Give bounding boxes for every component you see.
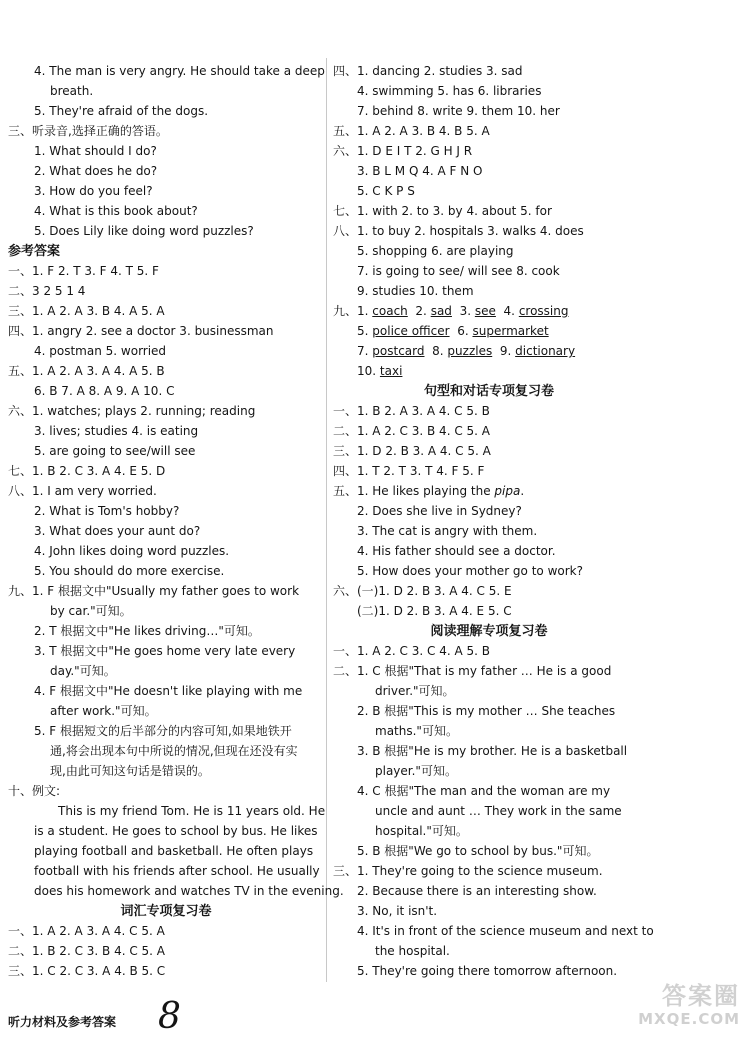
answer-line: 现,由此可知这句话是错误的。	[50, 764, 210, 778]
underlined-answer: see	[474, 304, 496, 318]
answer-line: uncle and aunt … They work in the same	[375, 804, 622, 818]
answer-line: 十、例文:	[8, 784, 61, 798]
answer-line: 2. T 根据文中"He likes driving…"可知。	[34, 624, 260, 638]
item-number: 2.	[415, 304, 427, 318]
answer-line: 2. Does she live in Sydney?	[357, 504, 522, 518]
underlined-answer: coach	[372, 304, 408, 318]
underlined-answer: supermarket	[472, 324, 549, 338]
answer-line: driver."可知。	[375, 684, 455, 698]
answer-line: 二、1. B 2. C 3. B 4. C 5. A	[8, 944, 166, 958]
item-number: 6.	[457, 324, 469, 338]
answer-line: 5. How does your mother go to work?	[357, 564, 583, 578]
item-number: 3.	[459, 304, 472, 318]
answer-line: 7. is going to see/ will see 8. cook	[357, 264, 560, 278]
text-line: 3. How do you feel?	[34, 184, 153, 198]
answer-line: 2. B 根据"This is my mother … She teaches	[357, 704, 616, 718]
answer-line: 4. His father should see a doctor.	[357, 544, 556, 558]
answer-line: 一、1. A 2. A 3. A 4. C 5. A	[8, 924, 165, 938]
page-number: 8	[158, 996, 181, 1037]
sentence-end: .	[520, 484, 525, 498]
answer-line: 3. What does your aunt do?	[34, 524, 201, 538]
italic-word: pipa	[494, 484, 521, 498]
section-title: 句型和对话专项复习卷	[423, 384, 554, 399]
answer-line: 六、1. D E I T 2. G H J R	[333, 144, 473, 158]
text-line: 4. What is this book about?	[34, 204, 198, 218]
text-line: 4. The man is very angry. He should take a deep	[34, 64, 325, 78]
answer-line: (二)1. D 2. B 3. A 4. E 5. C	[357, 604, 512, 618]
item-number: 7.	[357, 344, 369, 358]
answer-line: 3. B L M Q 4. A F N O	[357, 164, 483, 178]
answer-line: 3. The cat is angry with them.	[357, 524, 538, 538]
answer-line: 4. postman 5. worried	[34, 344, 167, 358]
answer-line: 三、1. D 2. B 3. A 4. C 5. A	[333, 444, 491, 458]
answer-line: 四、1. angry 2. see a doctor 3. businessman	[8, 324, 274, 338]
essay-line: playing football and basketball. He often plays	[34, 844, 314, 858]
answer-line: 二、3 2 5 1 4	[8, 284, 86, 298]
text-line: breath.	[50, 84, 94, 98]
answer-line: 五、1. A 2. A 3. B 4. B 5. A	[333, 124, 490, 138]
answer-line: 4. It's in front of the science museum and next to	[357, 924, 654, 938]
answer-line: 七、1. with 2. to 3. by 4. about 5. for	[333, 204, 552, 218]
answer-line: 2. What is Tom's hobby?	[34, 504, 180, 518]
text-line: 5. They're afraid of the dogs.	[34, 104, 209, 118]
answer-line: maths."可知。	[375, 724, 458, 738]
watermark-text: 答案圈	[662, 982, 740, 1010]
answer-line: 六、1. watches; plays 2. running; reading	[8, 404, 256, 418]
answer-line: 5. shopping 6. are playing	[357, 244, 514, 258]
sentence-text: 五、1. He likes playing the	[333, 484, 495, 498]
answer-line	[357, 322, 549, 341]
answer-line: 5. are going to see/will see	[34, 444, 196, 458]
answer-line: 5. B 根据"We go to school by bus."可知。	[357, 844, 599, 858]
answer-line: 3. No, it isn't.	[357, 904, 438, 918]
answer-line: 三、1. A 2. A 3. B 4. A 5. A	[8, 304, 165, 318]
answer-key-heading: 参考答案	[8, 244, 61, 259]
answer-line: 2. Because there is an interesting show.	[357, 884, 597, 898]
answer-line: 五、1. A 2. A 3. A 4. A 5. B	[8, 364, 165, 378]
answer-line: player."可知。	[375, 764, 457, 778]
item-number: 九、1.	[333, 304, 369, 318]
essay-line: football with his friends after school. He usually	[34, 864, 320, 878]
answer-line: 六、(一)1. D 2. B 3. A 4. C 5. E	[333, 584, 512, 598]
answer-line: 6. B 7. A 8. A 9. A 10. C	[34, 384, 175, 398]
underlined-answer: police officer	[372, 324, 450, 338]
essay-line: does his homework and watches TV in the evening.	[34, 884, 344, 898]
answer-line: 3. T 根据文中"He goes home very late every	[34, 644, 296, 658]
underlined-answer: puzzles	[447, 344, 493, 358]
item-number: 8.	[432, 344, 444, 358]
underlined-answer: dictionary	[515, 344, 576, 358]
answer-line: 5. They're going there tomorrow afternoon.	[357, 964, 618, 978]
answer-line: 二、1. C 根据"That is my father … He is a good	[333, 664, 612, 678]
answer-line: 四、1. dancing 2. studies 3. sad	[333, 64, 523, 78]
answer-line: 4. swimming 5. has 6. libraries	[357, 84, 542, 98]
answer-line: 一、1. A 2. C 3. C 4. A 5. B	[333, 644, 490, 658]
answer-line	[357, 362, 402, 381]
answer-line: 九、1. F 根据文中"Usually my father goes to work	[8, 584, 300, 598]
answer-line	[357, 342, 575, 361]
answer-line: hospital."可知。	[375, 824, 468, 838]
item-number: 4.	[503, 304, 515, 318]
section-title: 词汇专项复习卷	[120, 904, 212, 919]
answer-line: 5. F 根据短文的后半部分的内容可知,如果地铁开	[34, 724, 292, 738]
answer-line: 三、1. They're going to the science museum.	[333, 864, 603, 878]
answer-line	[333, 482, 524, 501]
essay-line: This is my friend Tom. He is 11 years old. He	[58, 804, 326, 818]
answer-line: 9. studies 10. them	[357, 284, 474, 298]
watermark-url: MXQE.COM	[638, 1010, 740, 1028]
item-number: 10.	[357, 364, 377, 378]
answer-line: 八、1. I am very worried.	[8, 484, 157, 498]
item-number: 5.	[357, 324, 369, 338]
footer-label: 听力材料及参考答案	[8, 1015, 117, 1029]
answer-line: 通,将会出现本句中所说的情况,但现在还没有实	[50, 744, 298, 758]
underlined-answer: taxi	[379, 364, 403, 378]
essay-line: is a student. He goes to school by bus. He likes	[34, 824, 318, 838]
answer-line: 5. C K P S	[357, 184, 415, 198]
underlined-answer: postcard	[372, 344, 425, 358]
column-divider	[326, 58, 327, 982]
text-line: 2. What does he do?	[34, 164, 158, 178]
answer-line: by car."可知。	[50, 604, 132, 618]
answer-line: 一、1. B 2. A 3. A 4. C 5. B	[333, 404, 490, 418]
answer-line: 3. lives; studies 4. is eating	[34, 424, 199, 438]
watermark-logo	[612, 982, 740, 1038]
underlined-answer: crossing	[518, 304, 569, 318]
text-line: 1. What should I do?	[34, 144, 157, 158]
item-number: 9.	[499, 344, 512, 358]
answer-line: 7. behind 8. write 9. them 10. her	[357, 104, 560, 118]
answer-line: 一、1. F 2. T 3. F 4. T 5. F	[8, 264, 159, 278]
answer-line: 三、1. C 2. C 3. A 4. B 5. C	[8, 964, 166, 978]
answer-line: 4. John likes doing word puzzles.	[34, 544, 230, 558]
answer-line: 八、1. to buy 2. hospitals 3. walks 4. does	[333, 224, 584, 238]
answer-line: 四、1. T 2. T 3. T 4. F 5. F	[333, 464, 485, 478]
answer-line: 4. F 根据文中"He doesn't like playing with me	[34, 684, 303, 698]
answer-line: 二、1. A 2. C 3. B 4. C 5. A	[333, 424, 490, 438]
answer-line: 4. C 根据"The man and the woman are my	[357, 784, 611, 798]
answer-line: after work."可知。	[50, 704, 157, 718]
section-heading: 三、听录音,选择正确的答语。	[8, 124, 168, 138]
answer-line	[333, 302, 568, 321]
answer-line: 3. B 根据"He is my brother. He is a basketball	[357, 744, 628, 758]
text-line: 5. Does Lily like doing word puzzles?	[34, 224, 254, 238]
answer-line: 5. You should do more exercise.	[34, 564, 225, 578]
section-title: 阅读理解专项复习卷	[430, 624, 548, 639]
answer-line: day."可知。	[50, 664, 116, 678]
underlined-answer: sad	[430, 304, 452, 318]
answer-line: the hospital.	[375, 944, 450, 958]
answer-line: 七、1. B 2. C 3. A 4. E 5. D	[8, 464, 166, 478]
